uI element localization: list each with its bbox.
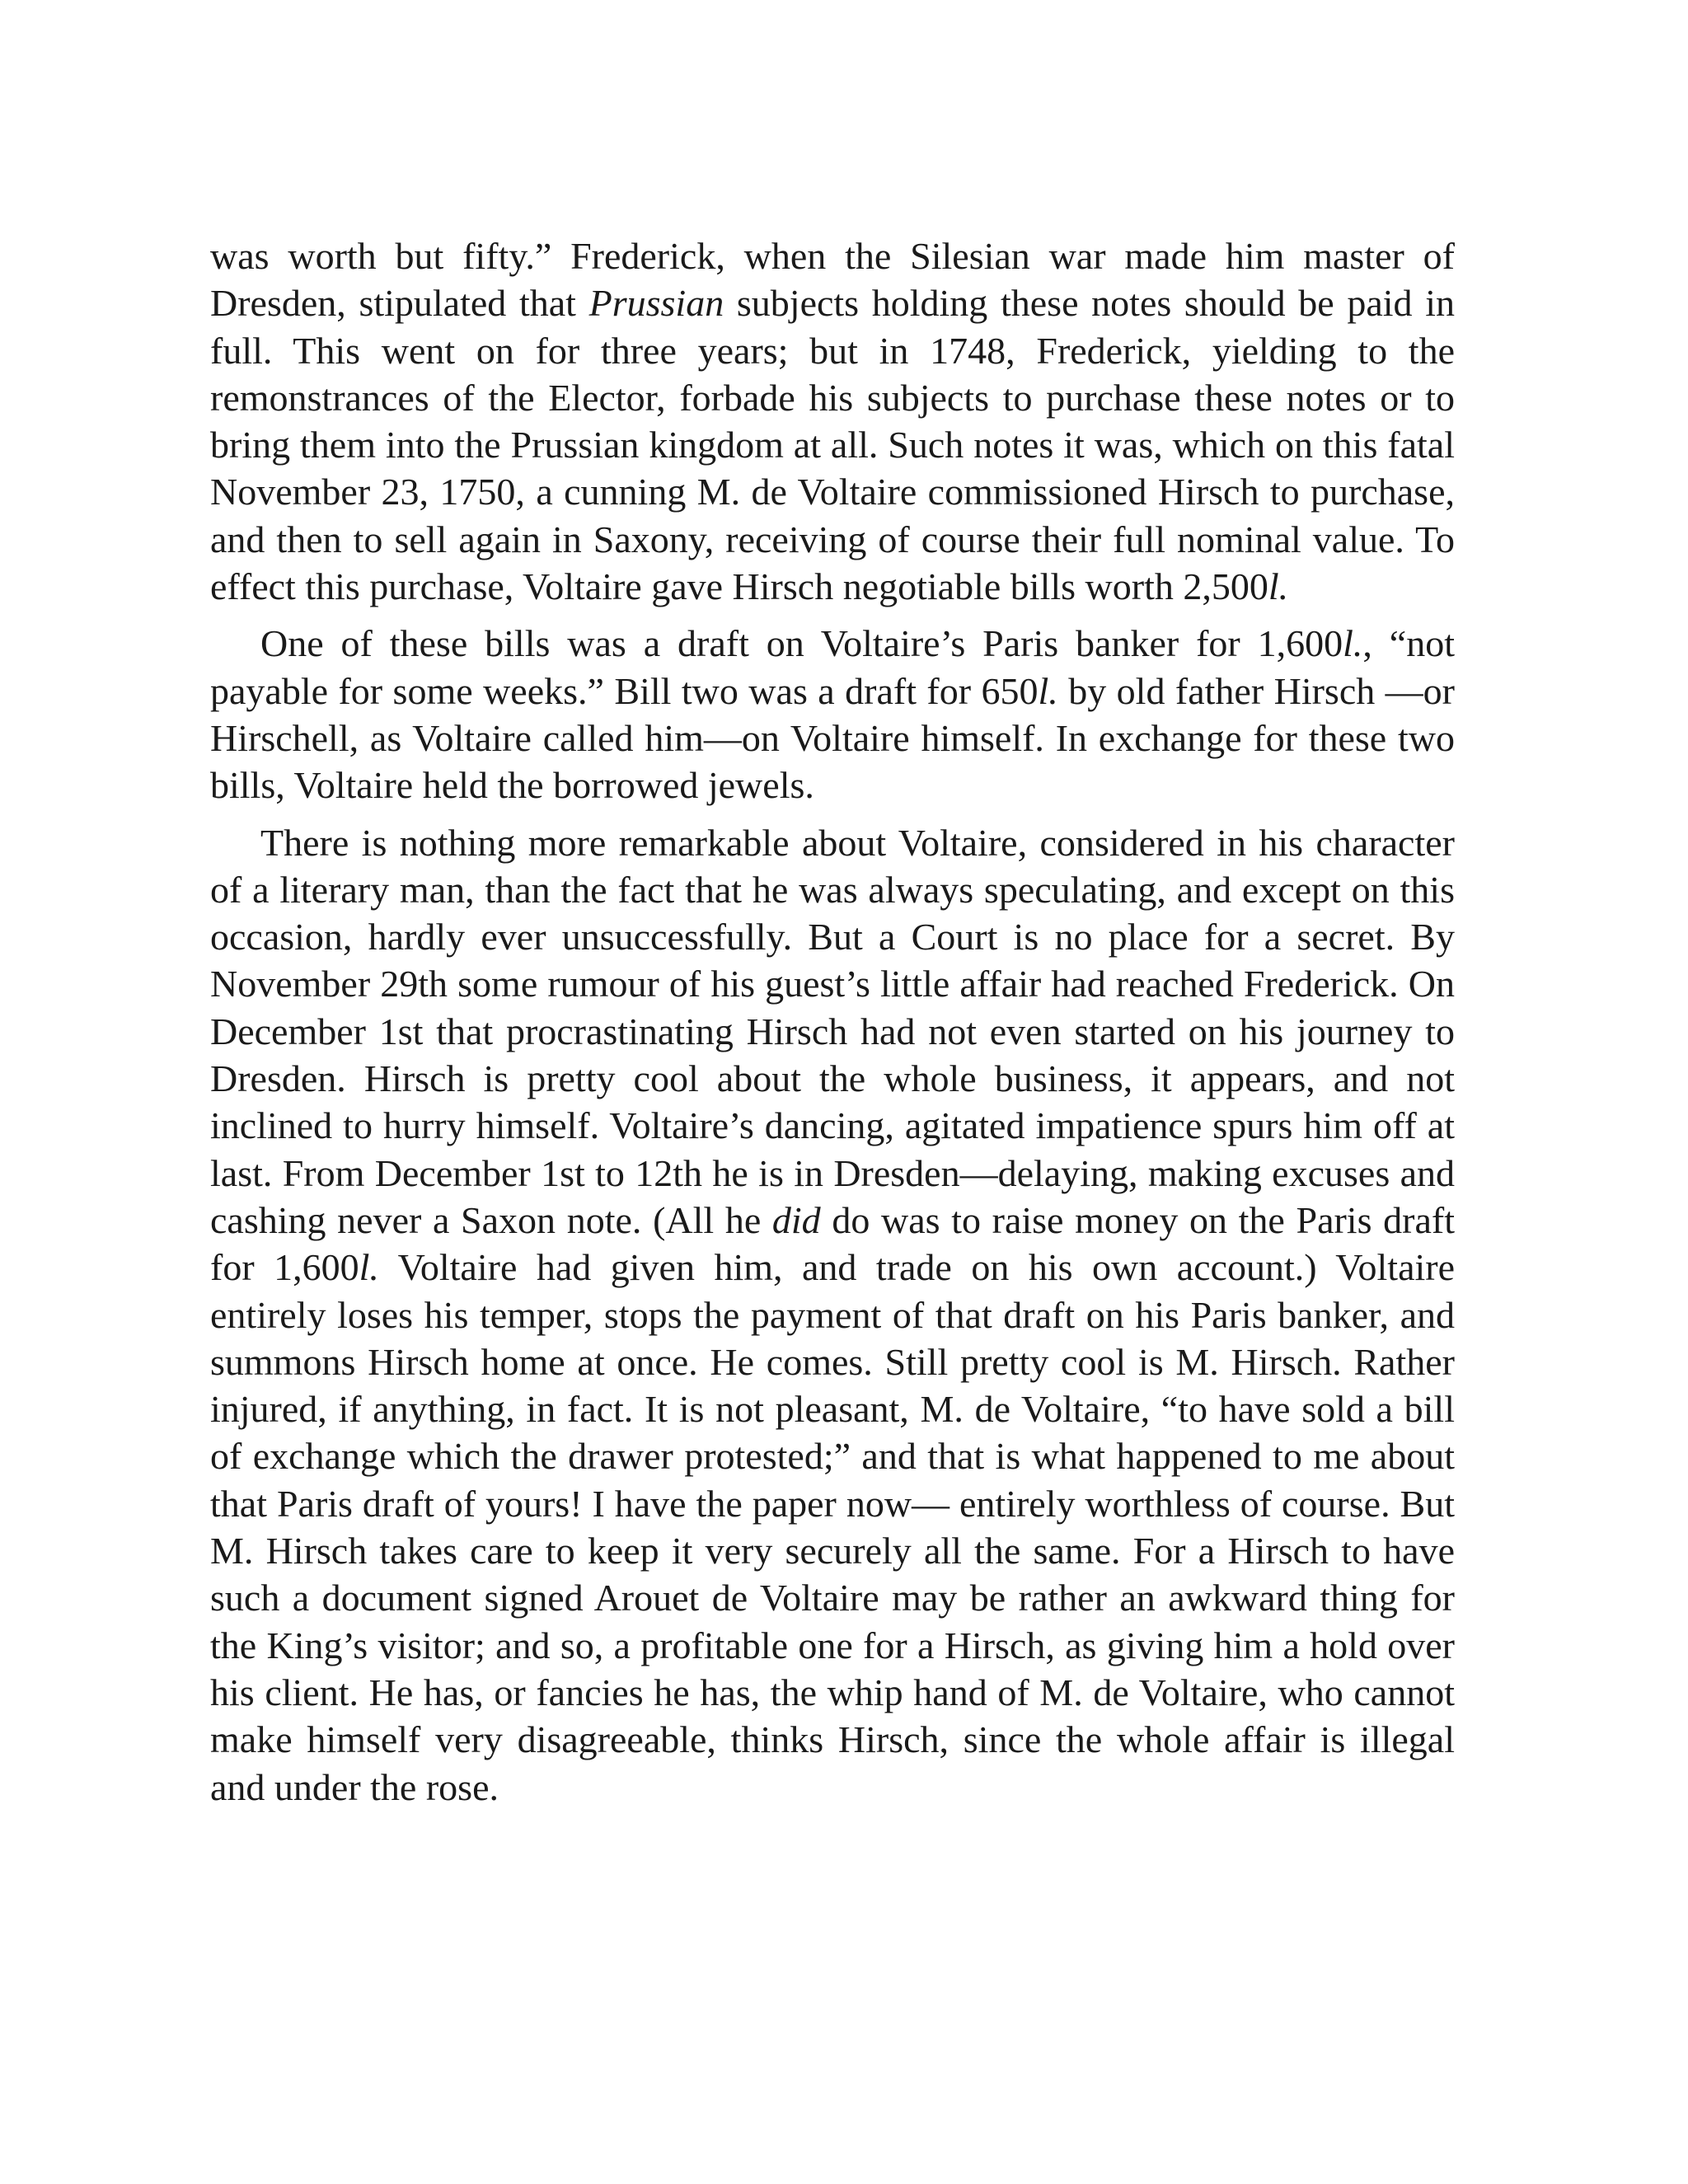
italic-run: Prussian <box>588 282 724 325</box>
text-run: There is nothing more remarkable about Voltaire, considered in his character of a literary man, than the fact that he was always speculating, and except on this occasion, hardly ever unsuccessfully. But a Court is no place for a secret. By November 29th some rumour of his guest’s little affair had reached Frederick. On December 1st that procrastinating Hirsch had not even started on his journey to Dresden. Hirsch is pretty cool about the whole business, it appears, and not inclined to hurry himself. Voltaire’s dancing, agitated impatience spurs him off at last. From December 1st to 12th he is in Dresden—delaying, making excuses and cashing never a Saxon note. (All he <box>210 821 1455 1241</box>
paragraph-2 <box>210 620 1455 808</box>
text-run: One of these bills was a draft on Voltaire’s Paris banker for 1,600 <box>260 622 1343 665</box>
text-run: by old father Hirsch —or Hirschell, as Voltaire called him—on Voltaire himself. In exchange for these two bills, Voltaire held the borrowed jewels. <box>210 669 1455 807</box>
text-run: , “not payable for some weeks.” Bill two was a draft for 650 <box>210 622 1455 712</box>
italic-run: l. <box>1268 565 1289 608</box>
italic-run: did <box>771 1198 821 1241</box>
text-run: Voltaire had given him, and trade on his own account.) Voltaire entirely loses his temper, stops the payment of that draft on his Paris banker, and summons Hirsch home at once. He comes. Still pretty cool is M. Hirsch. Rather injured, if anything, in fact. It is not pleasant, M. de Voltaire, “to have sold a bill of exchange which the drawer protested;” and that is what happened to me about that Paris draft of yours! I have the paper now— entirely worthless of course. But M. Hirsch takes care to keep it very securely all the same. For a Hirsch to have such a document signed Arouet de Voltaire may be rather an awkward thing for the King’s visitor; and so, a profitable one for a Hirsch, as giving him a hold over his client. He has, or fancies he has, the whip hand of M. de Voltaire, who cannot make himself very disagreeable, thinks Hirsch, since the whole affair is illegal and under the rose. <box>210 1246 1456 1808</box>
text-run: subjects holding these notes should be paid in full. This went on for three years; but in 1748, Frederick, yielding to the remonstrances of the Elector, forbade his subjects to purchase these notes or to bring them into the Prussian kingdom at all. Such notes it was, which on this fatal November 23, 1750, a cunning M. de Voltaire commissioned Hirsch to purchase, and then to sell again in Saxony, receiving of course their full nominal value. To effect this purchase, Voltaire gave Hirsch negotiable bills worth 2,500 <box>210 282 1456 608</box>
italic-run: l. <box>1038 669 1058 712</box>
text-run: do was to raise money on the Paris draft for 1,600 <box>210 1198 1455 1289</box>
paragraph-1 <box>210 232 1455 610</box>
italic-run: l. <box>1343 622 1363 665</box>
text-run: was worth but fifty.” Frederick, when the Silesian war made him master of Dresden, stipulated that <box>210 235 1455 325</box>
italic-run: l. <box>359 1246 379 1289</box>
paragraph-3 <box>210 819 1455 1811</box>
page-body <box>210 232 1455 1821</box>
